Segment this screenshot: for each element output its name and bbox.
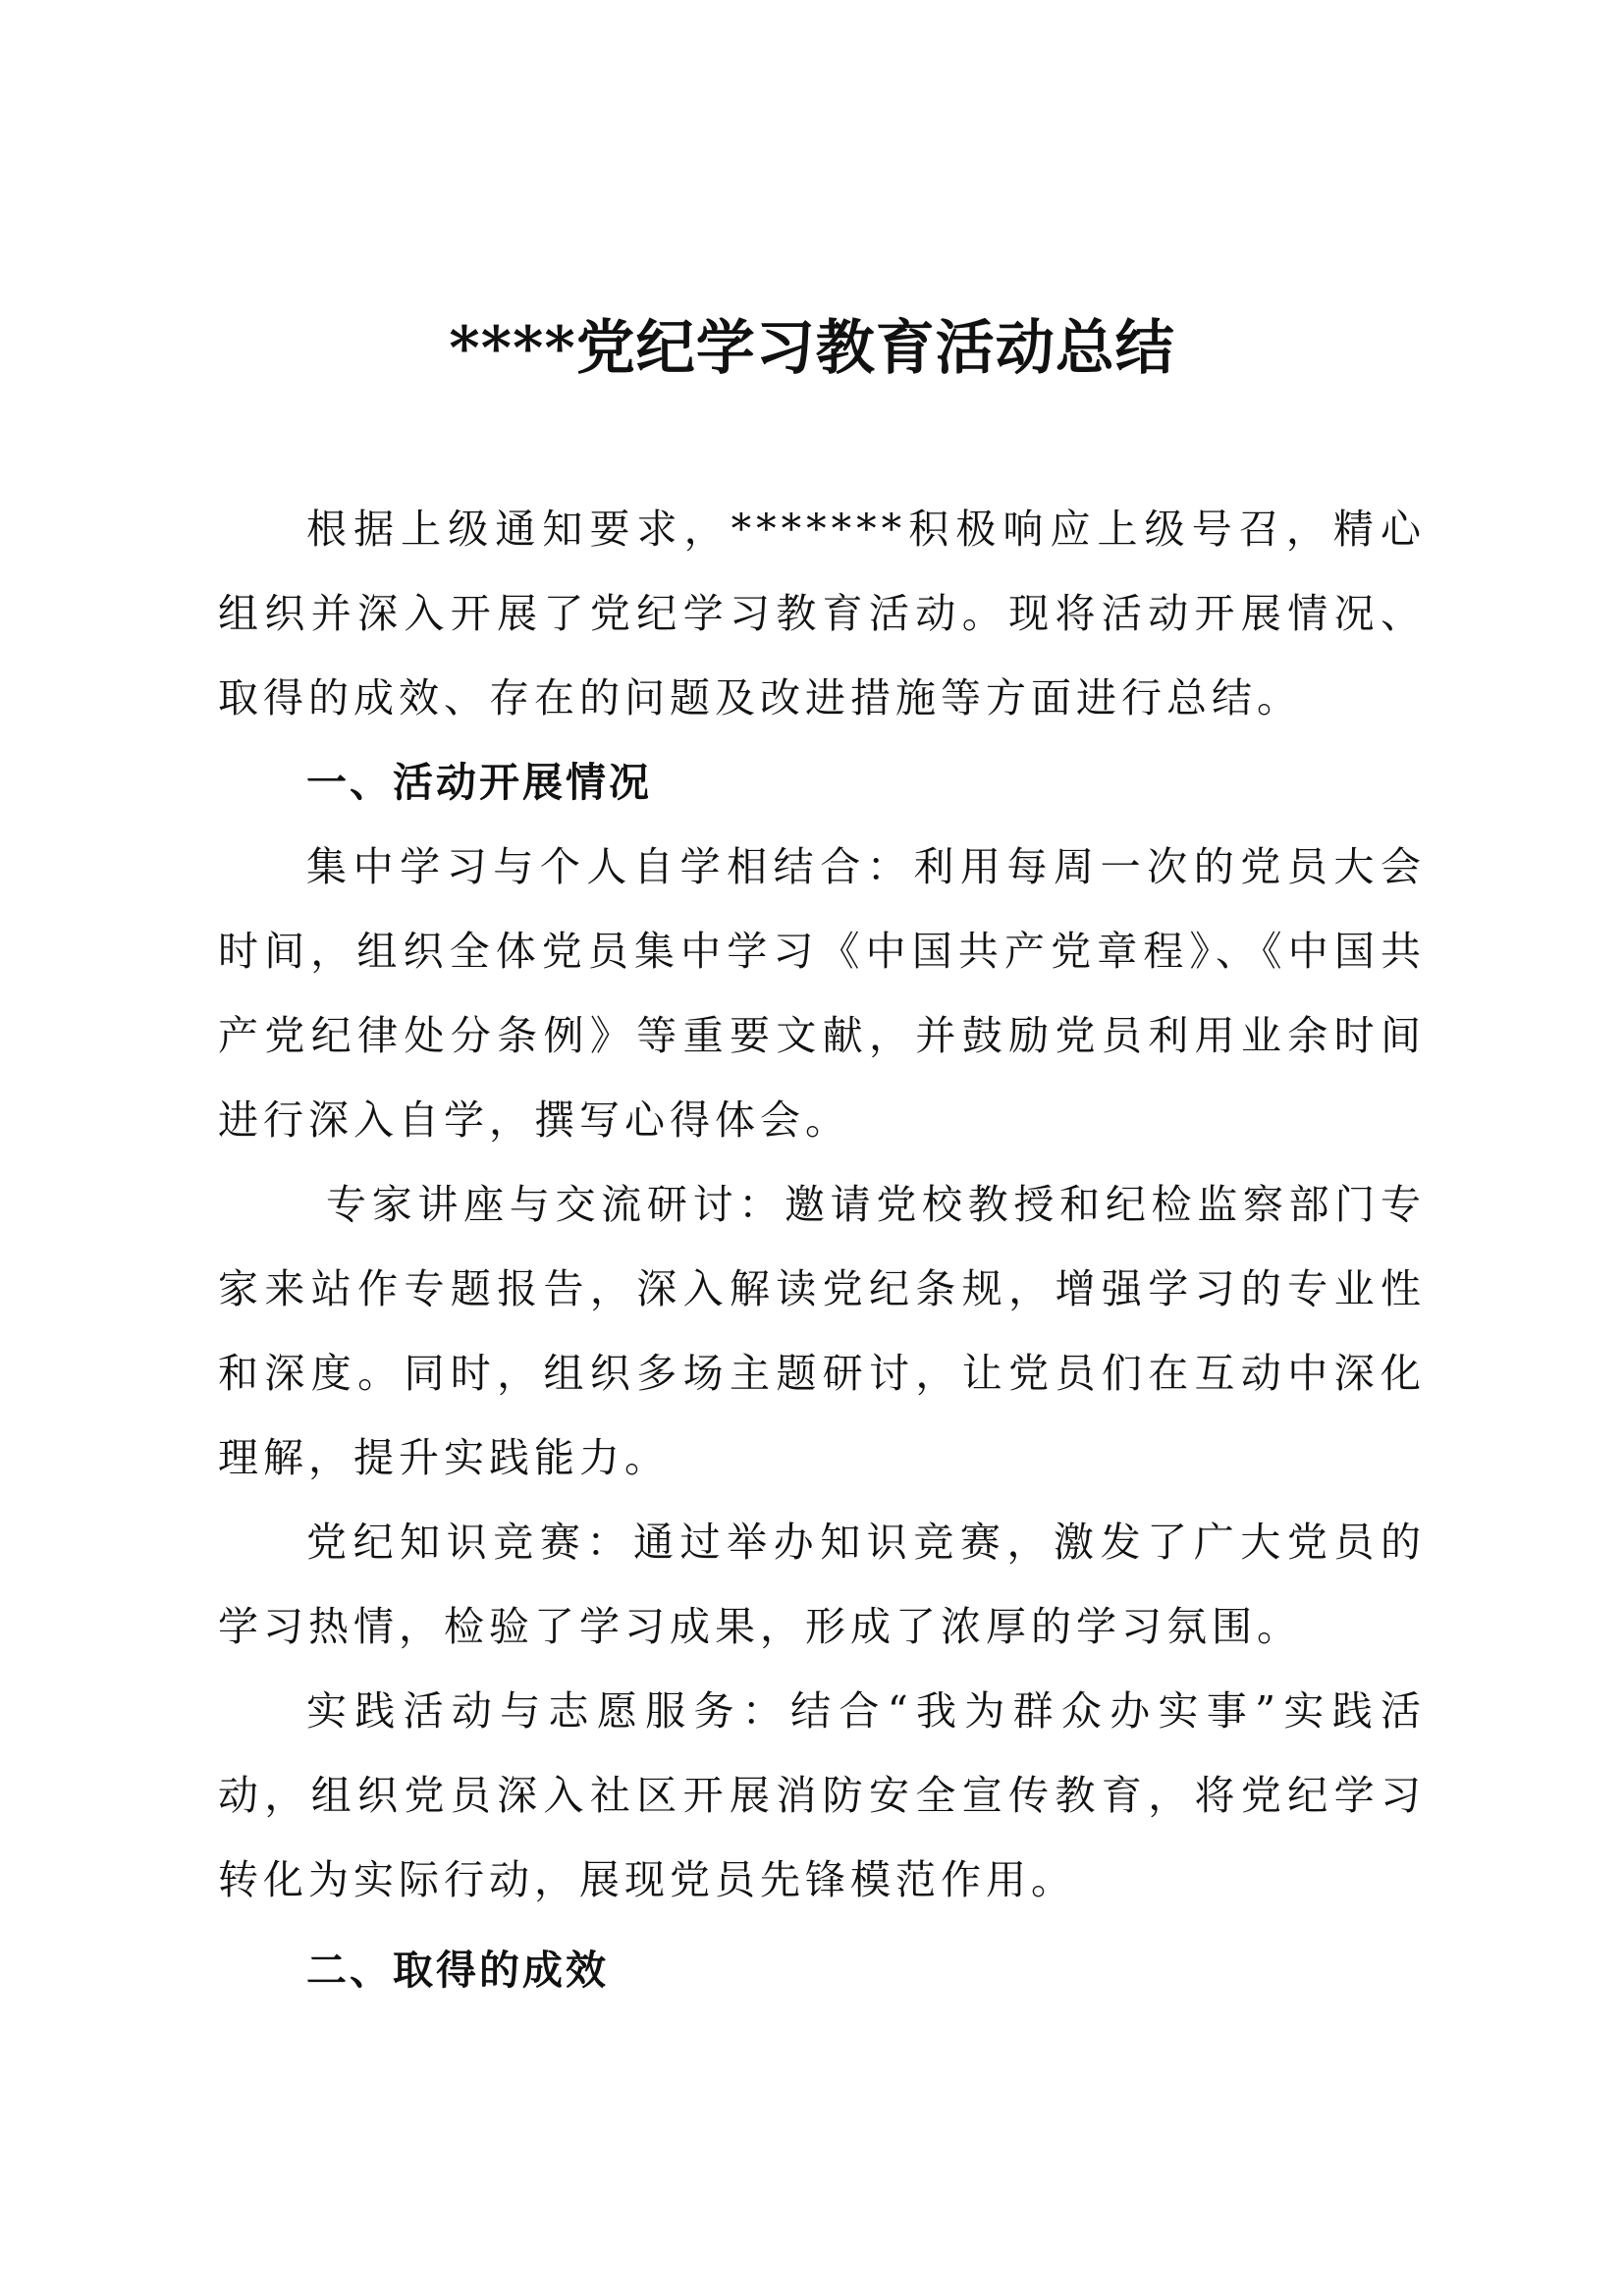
paragraph-practice: 实践活动与志愿服务：结合“我为群众办实事”实践活动，组织党员深入社区开展消防安全宣传教育，将党纪学习转化为实际行动，展现党员先锋模范作用。 bbox=[218, 1687, 1426, 1903]
section-heading-1: 一、活动开展情况 bbox=[306, 759, 652, 806]
paragraph-lectures: 专家讲座与交流研讨：邀请党校教授和纪检监察部门专家来站作专题报告，深入解读党纪条规，增强学习的专业性和深度。同时，组织多场主题研讨，让党员们在互动中深化理解，提升实践能力。 bbox=[218, 1181, 1426, 1481]
paragraph-competition: 党纪知识竞赛：通过举办知识竞赛，激发了广大党员的学习热情，检验了学习成果，形成了浓厚的学习氛围。 bbox=[218, 1519, 1426, 1650]
intro-paragraph: 根据上级通知要求，*******积极响应上级号召，精心组织并深入开展了党纪学习教育活动。现将活动开展情况、取得的成效、存在的问题及改进措施等方面进行总结。 bbox=[218, 506, 1426, 721]
document-title: ****党纪学习教育活动总结 bbox=[449, 314, 1175, 383]
section-heading-2: 二、取得的成效 bbox=[306, 1947, 609, 1994]
document-body bbox=[218, 487, 1426, 2012]
paragraph-study: 集中学习与个人自学相结合：利用每周一次的党员大会时间，组织全体党员集中学习《中国共产党章程》、《中国共产党纪律处分条例》等重要文献，并鼓励党员利用业余时间进行深入自学，撰写心得体会。 bbox=[218, 843, 1426, 1144]
